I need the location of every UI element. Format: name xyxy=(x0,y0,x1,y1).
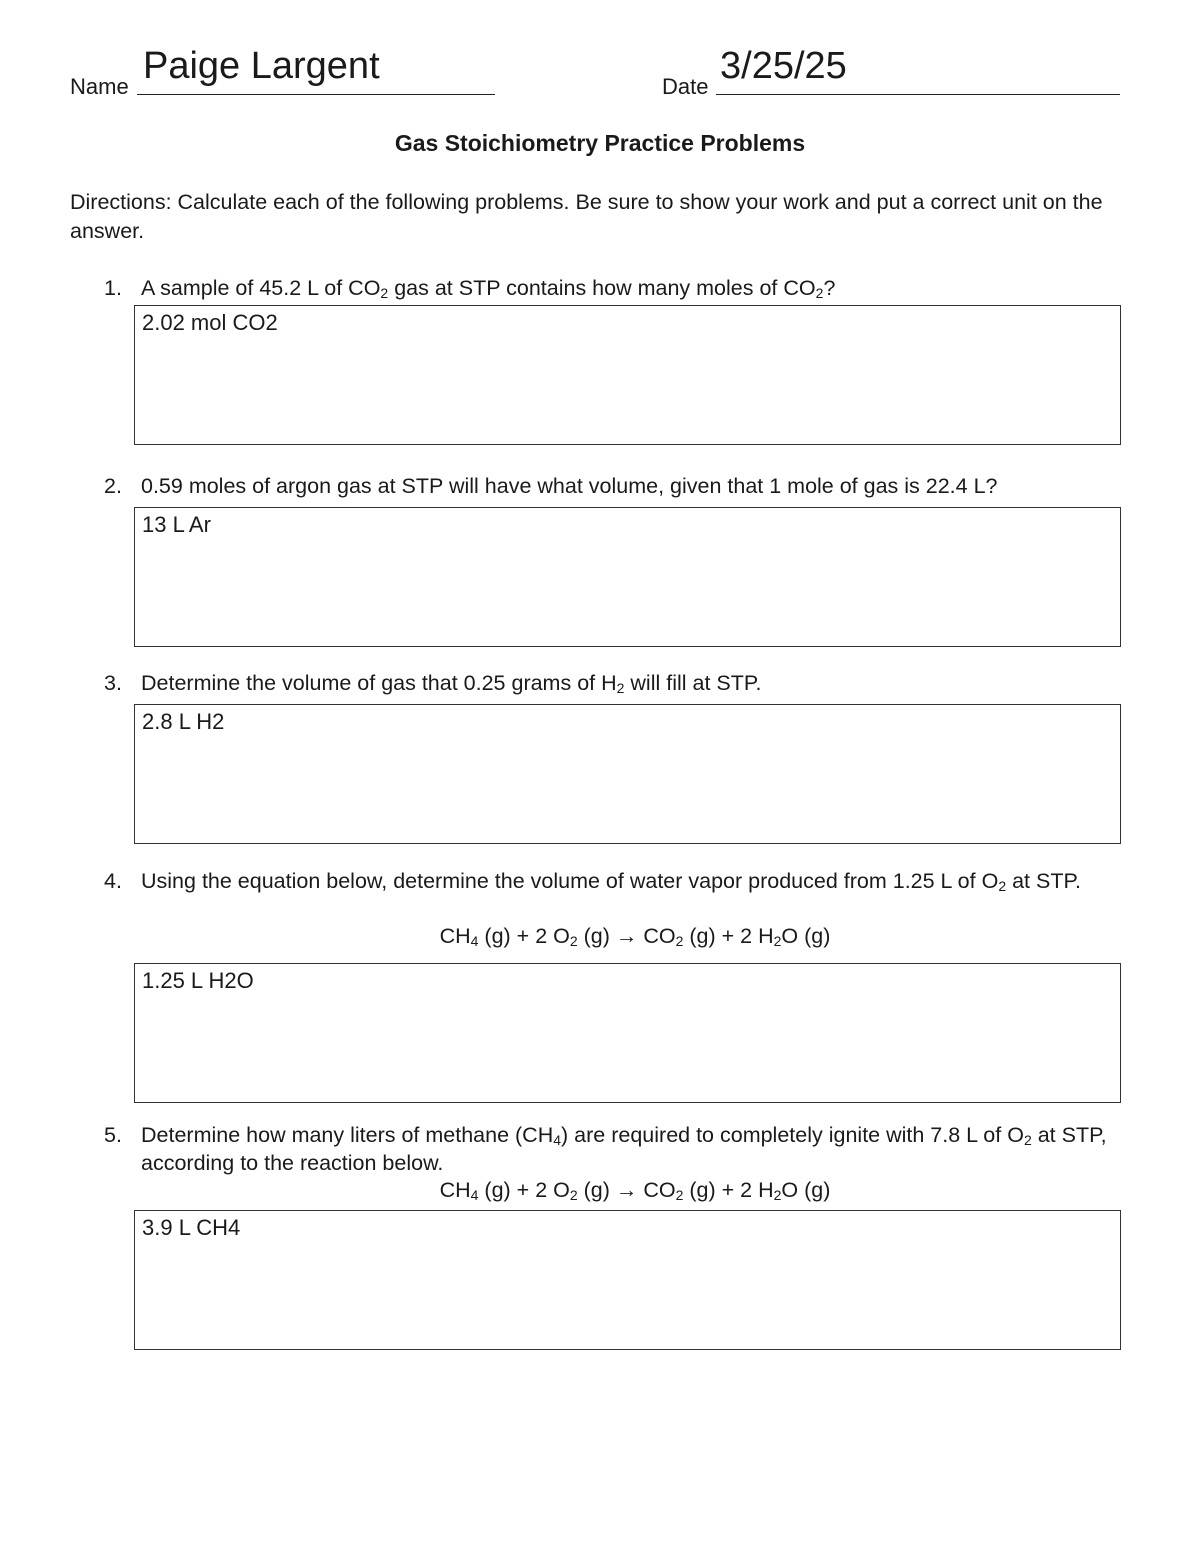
answer-box-4[interactable] xyxy=(134,963,1121,1103)
name-value[interactable]: Paige Largent xyxy=(143,45,380,87)
question-number: 4. xyxy=(104,869,122,893)
answer-box-5[interactable] xyxy=(134,1210,1121,1350)
chemical-equation: $CH_4$ (g) + 2 $O_2$ $(g) \to CO_2$ (g) + 2 $H_2O$ (g) xyxy=(439,924,831,949)
question-text: Determine how many liters of methane $(CH_4)$ are required to completely ignite with 7.8 L of $O_2$ at STP, according to the reaction below. xyxy=(141,1123,1107,1175)
answer-text: 2.8 L H2 xyxy=(142,709,225,734)
question-number: 3. xyxy=(104,671,122,695)
answer-text: 1.25 L H2O xyxy=(142,968,254,993)
worksheet-title: Gas Stoichiometry Practice Problems xyxy=(394,130,806,156)
question-text: 0.59 moles of argon gas at STP will have what volume, given that 1 mole of gas is 22.4 L? xyxy=(141,474,998,498)
answer-box-2[interactable] xyxy=(134,507,1121,647)
question-number: 5. xyxy=(104,1123,122,1147)
directions-text: Directions: Calculate each of the following problems. Be sure to show your work and put a correct unit on the answer. xyxy=(70,190,1103,243)
name-underline xyxy=(137,94,495,95)
answer-box-1[interactable] xyxy=(134,305,1121,445)
answer-text: 13 L Ar xyxy=(142,512,211,537)
date-value[interactable]: 3/25/25 xyxy=(720,45,847,87)
name-label: Name xyxy=(70,74,129,99)
answer-text: 3.9 L CH4 xyxy=(142,1215,241,1240)
date-underline xyxy=(716,94,1120,95)
question-text: Using the equation below, determine the volume of water vapor produced from 1.25 L of $O_2$ at STP. xyxy=(141,869,1082,894)
question-number: 1. xyxy=(104,276,122,300)
answer-text: 2.02 mol CO2 xyxy=(142,310,278,335)
question-number: 2. xyxy=(104,474,122,498)
date-label: Date xyxy=(662,74,709,99)
question-text: Determine the volume of gas that 0.25 grams of $H_2$ will fill at STP. xyxy=(141,671,762,696)
question-text: A sample of 45.2 L of $CO_2$ gas at STP contains how many moles of $CO_2$? xyxy=(141,276,836,301)
answer-box-3[interactable] xyxy=(134,704,1121,844)
chemical-equation: $CH_4$ (g) + 2 $O_2$ $(g) \to CO_2$ (g) + 2 $H_2O$ (g) xyxy=(439,1178,831,1203)
